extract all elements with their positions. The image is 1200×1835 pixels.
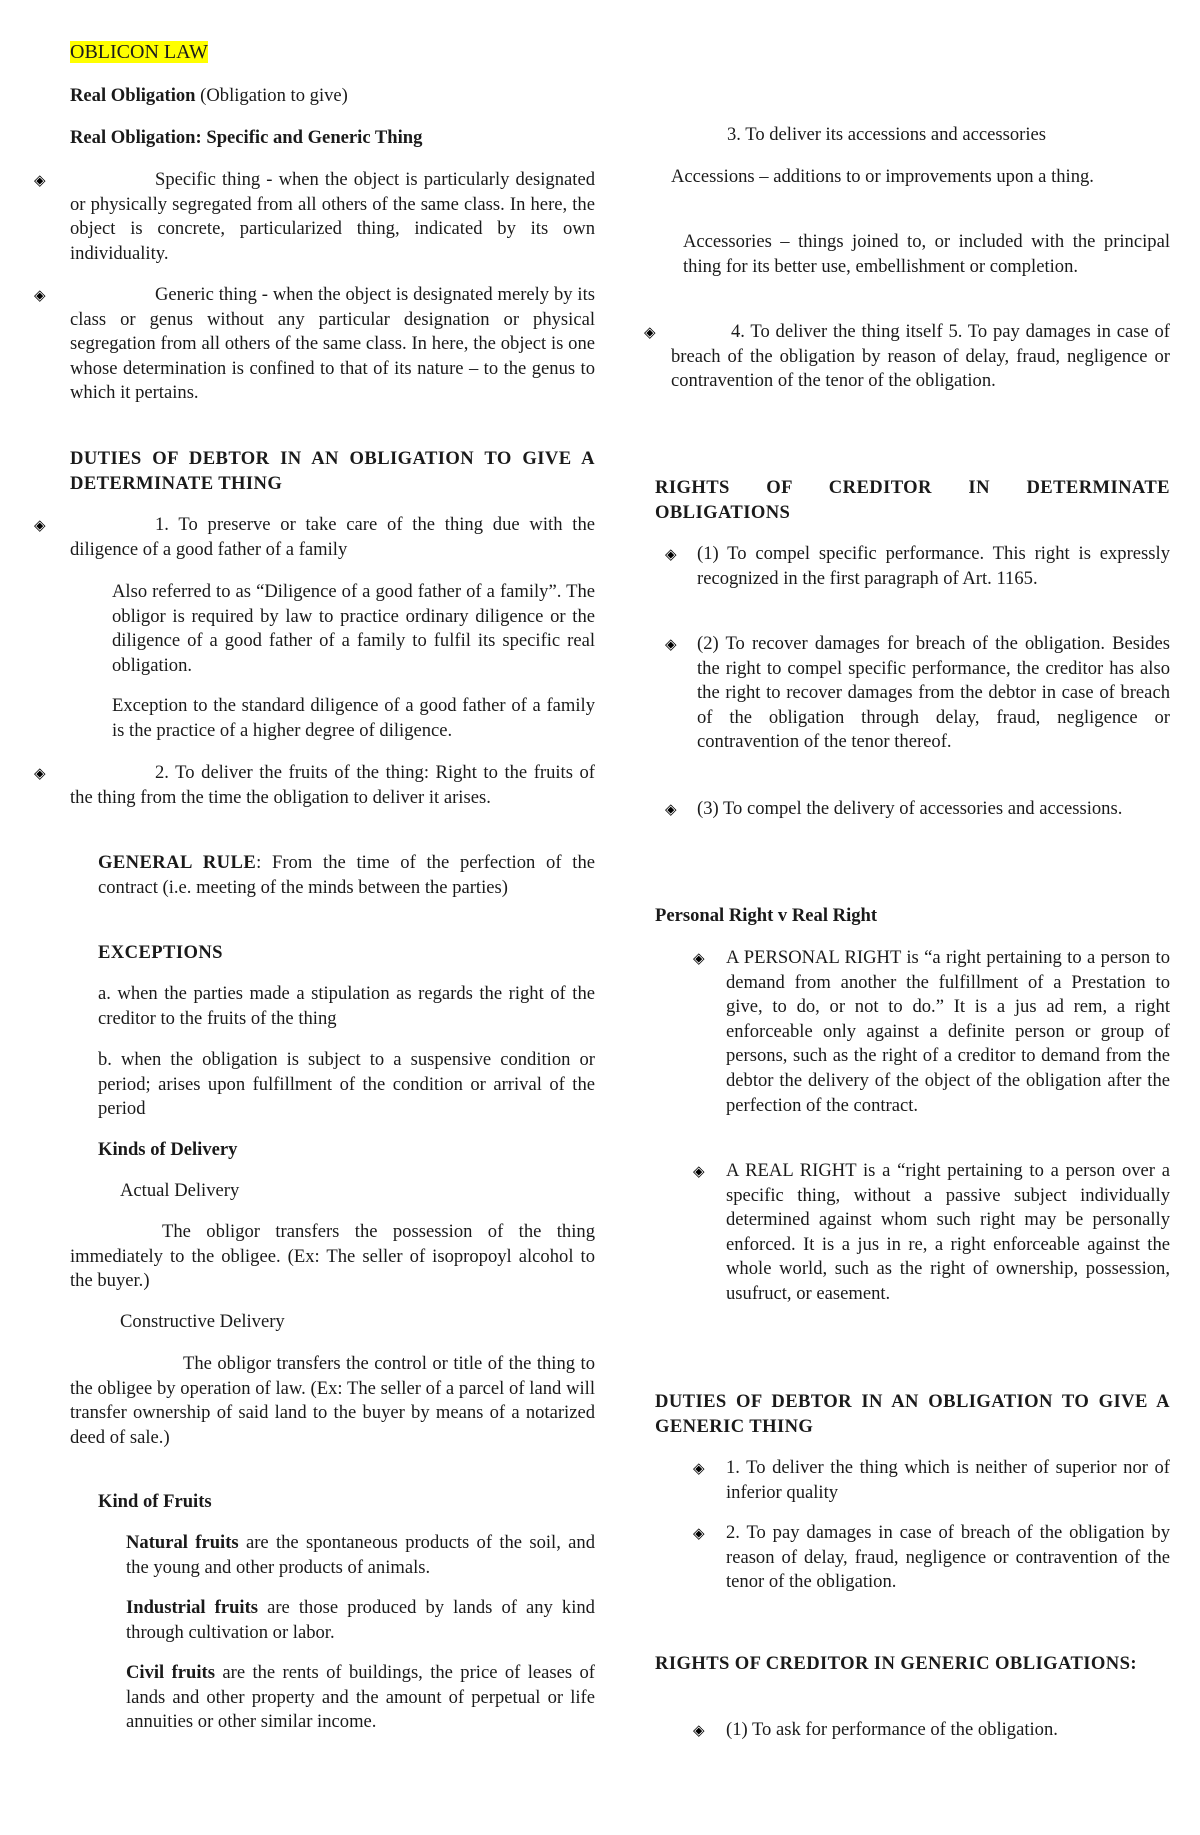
diamond-bullet-icon: ◈ (644, 323, 656, 341)
diamond-bullet-icon: ◈ (693, 1524, 705, 1542)
generic-right-1-text: (1) To ask for performance of the obligation. (726, 1719, 1058, 1740)
exceptions-heading: EXCEPTIONS (98, 942, 223, 963)
industrial-fruits-text: are those produced by lands of any kind through cultivation or labor. (126, 1597, 595, 1643)
diamond-bullet-icon: ◈ (34, 516, 46, 534)
real-obligation-line (70, 84, 595, 109)
right-3-bullet (665, 797, 1170, 822)
generic-right-1-bullet (693, 1718, 1170, 1743)
constructive-delivery-text: The obligor transfers the control or title of the thing to the obligee by operation of law. (Ex: The seller of a parcel of land will transfer ownership of said land to the buyer by means of a notarized deed of sale.) (70, 1353, 595, 1448)
natural-fruits-label: Natural fruits (126, 1532, 239, 1553)
general-rule (98, 851, 595, 900)
exception-a: a. when the parties made a stipulation as regards the right of the creditor to the fruits of the thing (98, 983, 595, 1029)
civil-fruits (126, 1661, 595, 1735)
general-rule-label: GENERAL RULE (98, 852, 257, 873)
duty-4-5-text: 4. To deliver the thing itself 5. To pay damages in case of breach of the obligation by reason of delay, fraud, negligence or contravention of the tenor of the obligation. (671, 321, 1170, 392)
generic-duty-2-text: 2. To pay damages in case of breach of the obligation by reason of delay, fraud, negligence or contravention of the tenor of the obligation. (726, 1522, 1170, 1593)
natural-fruits-text: are the spontaneous products of the soil, and the young and other products of animals. (126, 1532, 595, 1578)
diamond-bullet-icon: ◈ (693, 1459, 705, 1477)
generic-thing-text: Generic thing - when the object is designated merely by its class or genus without any particular designation or physical segregation from all others of the same class. In here, the object is one whose determination is confined to that of its nature – to the genus to which it pertains. (70, 284, 595, 404)
duty-1-note-a: Also referred to as “Diligence of a good father of a family”. The obligor is required by law to practice ordinary diligence or the diligence of a good father of a family to fulfil its specific real obligation. (112, 581, 595, 676)
duty-1-bullet (34, 513, 595, 562)
right-1-text: (1) To compel specific performance. This right is expressly recognized in the first paragraph of Art. 1165. (697, 543, 1170, 589)
title-text: OBLICON LAW (70, 41, 208, 63)
specific-thing-bullet (34, 168, 595, 266)
natural-fruits (126, 1531, 595, 1580)
generic-duty-2-bullet (693, 1521, 1170, 1595)
generic-duty-1-bullet (693, 1456, 1170, 1505)
kind-fruits-heading: Kind of Fruits (98, 1491, 212, 1512)
rights-determinate-heading: RIGHTS OF CREDITOR IN DETERMINATE OBLIGATIONS (655, 477, 1170, 523)
document-title (70, 40, 595, 66)
duties-generic-heading: DUTIES OF DEBTOR IN AN OBLIGATION TO GIVE A GENERIC THING (655, 1391, 1170, 1437)
real-right-bullet (693, 1159, 1170, 1307)
accessories-definition: Accessories – things joined to, or included with the principal thing for its better use, embellishment or completion. (683, 231, 1170, 277)
right-2-text: (2) To recover damages for breach of the obligation. Besides the right to compel specific performance, the creditor has also the right to recover damages from the debtor in case of breach of the obligation through delay, fraud, negligence or contravention of the tenor thereof. (697, 633, 1170, 753)
diamond-bullet-icon: ◈ (665, 545, 677, 563)
specific-generic-heading: Real Obligation: Specific and Generic Thing (70, 127, 423, 148)
diamond-bullet-icon: ◈ (34, 171, 46, 189)
generic-thing-bullet (34, 283, 595, 406)
actual-delivery-label: Actual Delivery (120, 1180, 240, 1201)
rights-generic-heading: RIGHTS OF CREDITOR IN GENERIC OBLIGATIONS: (655, 1653, 1137, 1674)
civil-fruits-text: are the rents of buildings, the price of leases of lands and other property and the amount of perpetual or life annuities or other similar income. (126, 1662, 595, 1733)
diamond-bullet-icon: ◈ (34, 286, 46, 304)
specific-thing-text: Specific thing - when the object is particularly designated or physically segregated from all others of the same class. In here, the object is concrete, particularized thing, indicated by its own individuality. (70, 169, 595, 264)
industrial-fruits-label: Industrial fruits (126, 1597, 259, 1618)
exception-b: b. when the obligation is subject to a suspensive condition or period; arises upon fulfillment of the condition or arrival of the period (98, 1049, 595, 1120)
real-obligation-paren: (Obligation to give) (195, 85, 348, 106)
personal-right-bullet (693, 946, 1170, 1118)
civil-fruits-label: Civil fruits (126, 1662, 215, 1683)
general-rule-text: : From the time of the perfection of the contract (i.e. meeting of the minds between the parties) (98, 852, 595, 898)
duty-2-bullet (34, 761, 595, 810)
diamond-bullet-icon: ◈ (693, 1162, 705, 1180)
duty-4-5-bullet (644, 320, 1170, 394)
real-obligation-label: Real Obligation (70, 85, 196, 106)
diamond-bullet-icon: ◈ (665, 635, 677, 653)
diamond-bullet-icon: ◈ (665, 800, 677, 818)
duty-2-text: 2. To deliver the fruits of the thing: Right to the fruits of the thing from the time the obligation to deliver it arises. (70, 762, 595, 808)
personal-vs-real-heading: Personal Right v Real Right (655, 905, 878, 926)
constructive-delivery-label: Constructive Delivery (120, 1311, 285, 1332)
accessions-definition: Accessions – additions to or improvements upon a thing. (671, 166, 1094, 187)
personal-right-text: A PERSONAL RIGHT is “a right pertaining to a person to demand from another the fulfillment of a Prestation to give, to do, or not to do.” It is a jus ad rem, a right enforceable only against a definite person or group of persons, such as the right of a creditor to demand from the debtor the delivery of the object of the obligation after the perfection of the contract. (726, 947, 1170, 1116)
diamond-bullet-icon: ◈ (34, 764, 46, 782)
generic-duty-1-text: 1. To deliver the thing which is neither of superior nor of inferior quality (726, 1457, 1170, 1503)
actual-delivery-text: The obligor transfers the possession of the thing immediately to the obligee. (Ex: The seller of isopropoyl alcohol to the buyer.) (70, 1221, 595, 1292)
real-right-text: A REAL RIGHT is a “right pertaining to a person over a specific thing, without a passive subject individually determined against whom such right may be personally enforced. It is a jus in re, a right enforceable against the whole world, such as the right of ownership, possession, usufruct, or easement. (726, 1160, 1170, 1304)
duty-1-note-b: Exception to the standard diligence of a good father of a family is the practice of a higher degree of diligence. (112, 695, 595, 741)
right-3-text: (3) To compel the delivery of accessories and accessions. (697, 798, 1123, 819)
duties-determinate-heading: DUTIES OF DEBTOR IN AN OBLIGATION TO GIVE A DETERMINATE THING (70, 448, 595, 494)
diamond-bullet-icon: ◈ (693, 949, 705, 967)
diamond-bullet-icon: ◈ (693, 1721, 705, 1739)
right-1-bullet (665, 542, 1170, 591)
kinds-delivery-heading: Kinds of Delivery (98, 1139, 238, 1160)
duty-3: 3. To deliver its accessions and accessories (727, 124, 1046, 145)
right-2-bullet (665, 632, 1170, 755)
industrial-fruits (126, 1596, 595, 1645)
duty-1-text: 1. To preserve or take care of the thing due with the diligence of a good father of a family (70, 514, 595, 560)
